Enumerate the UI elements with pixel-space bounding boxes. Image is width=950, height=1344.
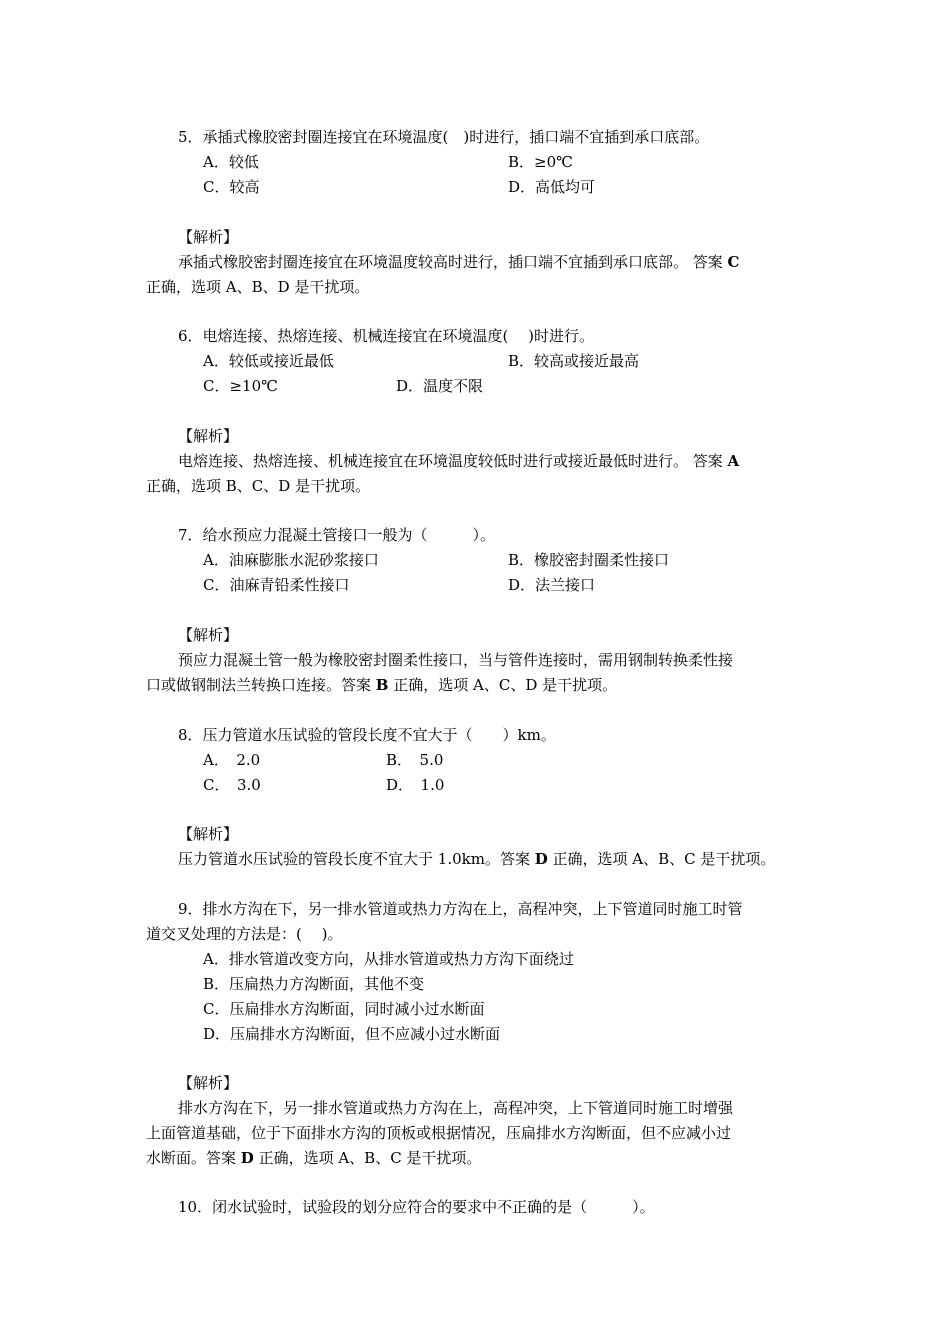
q6-option-c: C．≥10℃ [203,377,278,395]
q7-option-b: B．橡胶密封圈柔性接口 [508,551,670,569]
q6-answer: A [727,452,740,470]
q7-option-c: C．油麻青铅柔性接口 [203,576,350,594]
question-8-stem: 8．压力管道水压试验的管段长度不宜大于（ ）km。 [178,726,556,744]
q9-analysis-line-1: 排水方沟在下，另一排水管道或热力方沟在上，高程冲突，上下管道同时施工时增强 [178,1099,734,1117]
q6-analysis-line-2: 正确，选项 B、C、D 是干扰项。 [146,477,371,495]
q8-option-b: B． 5.0 [386,751,444,769]
question-9-stem-line-2: 道交叉处理的方法是：( )。 [146,925,343,943]
q5-option-a: A．较低 [203,153,259,171]
question-7-stem: 7．给水预应力混凝土管接口一般为（ ）。 [178,526,496,544]
q8-answer: D [534,850,548,868]
question-5-stem: 5．承插式橡胶密封圈连接宜在环境温度( )时进行，插口端不宜插到承口底部。 [178,128,710,146]
q6-analysis-line-1: 电熔连接、热熔连接、机械连接宜在环境温度较低时进行或接近最低时进行。 答案 A [178,452,740,470]
question-10-stem: 10．闭水试验时，试验段的划分应符合的要求中不正确的是（ ）。 [178,1198,655,1216]
q6-option-d: D．温度不限 [396,377,484,395]
q8-option-c: C． 3.0 [203,776,261,794]
q6-option-a: A．较低或接近最低 [203,352,334,370]
q7-analysis-title: 【解析】 [178,626,239,644]
q5-answer: C [727,253,740,271]
q9-analysis-line-3: 水断面。答案 D 正确，选项 A、B、C 是干扰项。 [146,1149,482,1167]
q9-option-d: D．压扁排水方沟断面，但不应减小过水断面 [203,1025,501,1043]
q6-analysis-title: 【解析】 [178,427,239,445]
q6-option-b: B．较高或接近最高 [508,352,640,370]
q5-analysis-line-1: 承插式橡胶密封圈连接宜在环境温度较高时进行，插口端不宜插到承口底部。 答案 C [178,253,740,271]
q8-option-a: A． 2.0 [203,751,261,769]
q9-option-c: C．压扁排水方沟断面，同时减小过水断面 [203,1000,485,1018]
q5-option-d: D．高低均可 [508,178,596,196]
q9-option-b: B．压扁热力方沟断面，其他不变 [203,975,425,993]
q7-analysis-line-2: 口或做钢制法兰转换口连接。答案 B 正确，选项 A、C、D 是干扰项。 [146,676,618,694]
q7-option-d: D．法兰接口 [508,576,596,594]
q5-analysis-title: 【解析】 [178,228,239,246]
q9-analysis-title: 【解析】 [178,1074,239,1092]
q8-option-d: D． 1.0 [386,776,445,794]
q7-answer: B [375,676,389,694]
q5-option-b: B．≥0℃ [508,153,573,171]
q5-option-c: C．较高 [203,178,260,196]
q8-analysis-line-1: 压力管道水压试验的管段长度不宜大于 1.0km。答案 D 正确，选项 A、B、C 是干扰项。 [178,850,776,868]
q9-option-a: A．排水管道改变方向，从排水管道或热力方沟下面绕过 [203,950,574,968]
question-6-stem: 6．电熔连接、热熔连接、机械连接宜在环境温度( )时进行。 [178,327,595,345]
q9-answer: D [240,1149,254,1167]
q7-analysis-line-1: 预应力混凝土管一般为橡胶密封圈柔性接口，当与管件连接时，需用钢制转换柔性接 [178,651,734,669]
q5-analysis-line-2: 正确，选项 A、B、D 是干扰项。 [146,278,370,296]
q8-analysis-title: 【解析】 [178,825,239,843]
q7-option-a: A．油麻膨胀水泥砂浆接口 [203,551,379,569]
question-9-stem-line-1: 9．排水方沟在下，另一排水管道或热力方沟在上，高程冲突，上下管道同时施工时管 [178,900,743,918]
q9-analysis-line-2: 上面管道基础，位于下面排水方沟的顶板或根据情况，压扁排水方沟断面，但不应减小过 [146,1124,732,1142]
